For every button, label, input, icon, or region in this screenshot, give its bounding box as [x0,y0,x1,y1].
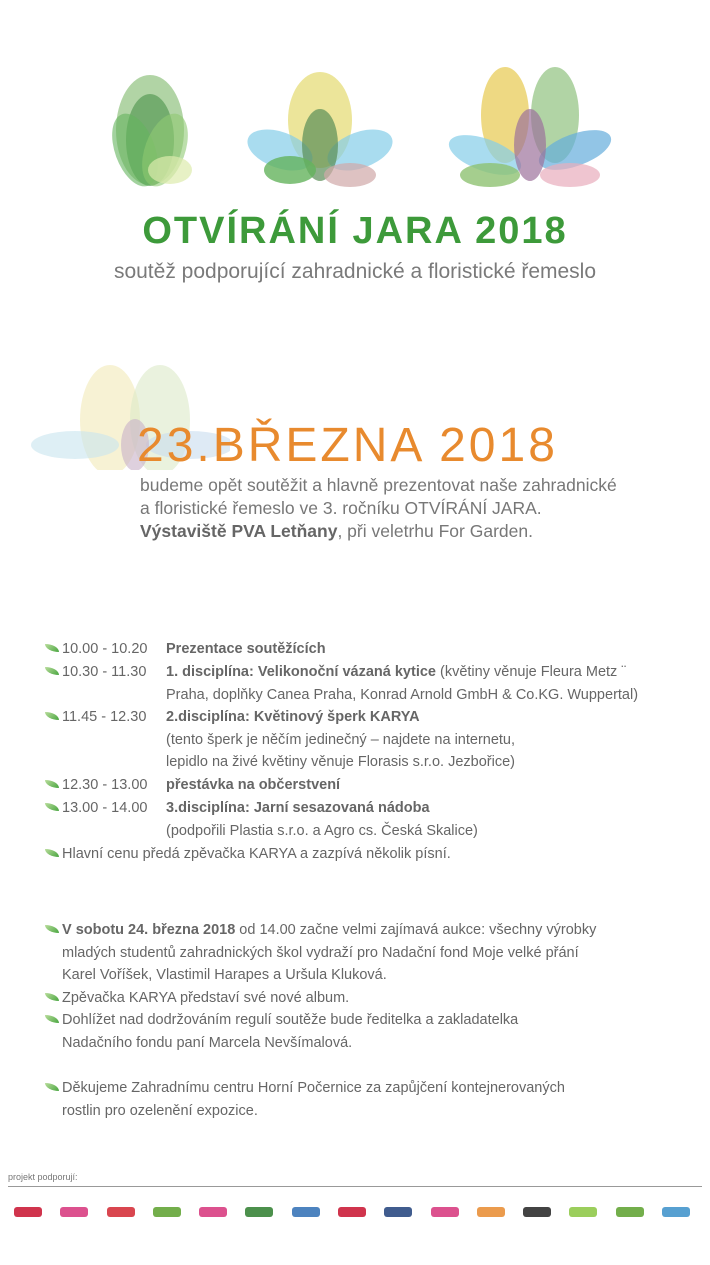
sponsor-mark-icon [523,1207,551,1217]
venue-name: Výstaviště PVA Letňany [140,521,338,541]
schedule-title: 1. disciplína: Velikonoční vázaná kytice [166,664,436,680]
sponsor-logo-icon [332,1198,372,1226]
leaf-bullet-icon [45,712,59,720]
lotus-logos-graphic [0,0,710,210]
sponsor-mark-icon [616,1207,644,1217]
event-date: 23.BŘEZNA 2018 [137,419,558,472]
note-auction [45,919,596,941]
schedule-continuation: (tento šperk je něčím jedinečný – najdete na internetu, [166,732,516,748]
sponsor-logo-icon [517,1198,557,1226]
schedule-item-3 [45,706,420,728]
leaf-bullet-icon [45,667,59,675]
sponsor-logo-icon [609,1198,649,1226]
sponsor-logo-icon [54,1198,94,1226]
schedule-item-1 [45,638,326,660]
leaf-bullet-icon [45,1015,59,1023]
leaf-bullet-icon [45,644,59,652]
note-album [45,987,349,1009]
main-prize-text: Hlavní cenu předá zpěvačka KARYA a zazpívá několik písní. [62,846,451,862]
schedule-time: 13.00 - 14.00 [62,800,148,816]
sponsor-mark-icon [60,1207,88,1217]
intro-line-1: budeme opět soutěžit a hlavně prezentovat naše zahradnické [140,475,617,495]
schedule-title: 3.disciplína: Jarní sesazovaná nádoba [166,800,430,816]
note-rules [45,1009,518,1031]
schedule-continuation: Praha, doplňky Canea Praha, Konrad Arnold GmbH & Co.KG. Wuppertal) [166,687,639,703]
sponsor-logo-icon [193,1198,233,1226]
note-line: rostlin pro ozelenění expozice. [62,1103,258,1119]
sponsor-logos [8,1198,708,1228]
lotus-logo-green-icon [103,75,197,193]
sponsor-mark-icon [292,1207,320,1217]
schedule-item-2 [45,661,626,683]
schedule-time: 10.00 - 10.20 [62,641,148,657]
sponsor-mark-icon [477,1207,505,1217]
note-line: Karel Voříšek, Vlastimil Harapes a Uršula Kluková. [62,967,387,983]
footer-divider [8,1186,702,1187]
auction-date: V sobotu 24. března 2018 [62,922,236,938]
sponsor-mark-icon [431,1207,459,1217]
supporters-label: projekt podporují: [8,1172,78,1182]
leaf-bullet-icon [45,780,59,788]
schedule-title: 2.disciplína: Květinový šperk KARYA [166,709,420,725]
note-line: Nadačního fondu paní Marcela Nevšímalová. [62,1035,353,1051]
schedule-time: 11.45 - 12.30 [62,709,147,725]
leaf-bullet-icon [45,849,59,857]
sponsor-mark-icon [338,1207,366,1217]
sponsor-logo-icon [378,1198,418,1226]
sponsor-logo-icon [656,1198,696,1226]
schedule-time: 10.30 - 11.30 [62,664,147,680]
auction-text: od 14.00 začne velmi zajímavá aukce: všechny výrobky [235,922,597,938]
schedule-continuation: lepidlo na živé květiny věnuje Florasis s.r.o. Jezbořice) [166,754,515,770]
sponsor-mark-icon [662,1207,690,1217]
intro-line-2: a floristické řemeslo ve 3. ročníku OTVÍRÁNÍ JARA. [140,498,542,518]
schedule-detail: (květiny věnuje Fleura Metz ¨ [435,664,627,680]
sponsor-logo-icon [424,1198,464,1226]
venue-rest: , při veletrhu For Garden. [337,521,533,541]
sponsor-mark-icon [384,1207,412,1217]
sponsor-logo-icon [239,1198,279,1226]
sponsor-mark-icon [14,1207,42,1217]
schedule-continuation: (podpořili Plastia s.r.o. a Agro cs. Česká Skalice) [166,823,478,839]
album-text: Zpěvačka KARYA představí své nové album. [62,990,350,1006]
schedule-title: Prezentace soutěžících [166,641,326,657]
schedule-item-5 [45,797,430,819]
sponsor-logo-icon [147,1198,187,1226]
event-intro [140,474,700,543]
main-prize [45,843,451,865]
leaf-bullet-icon [45,993,59,1001]
sponsor-logo-icon [8,1198,48,1226]
sponsor-logo-icon [471,1198,511,1226]
sponsor-mark-icon [199,1207,227,1217]
page-title: OTVÍRÁNÍ JARA 2018 [142,210,568,252]
schedule-time: 12.30 - 13.00 [62,777,148,793]
thanks-text: Děkujeme Zahradnímu centru Horní Počernice za zapůjčení kontejnerovaných [62,1080,565,1096]
note-thanks [45,1077,565,1099]
rules-text: Dohlížet nad dodržováním regulí soutěže bude ředitelka a zakladatelka [62,1012,519,1028]
sponsor-mark-icon [245,1207,273,1217]
sponsor-mark-icon [569,1207,597,1217]
lotus-logo-mixed-icon [242,72,398,187]
sponsor-mark-icon [107,1207,135,1217]
sponsor-mark-icon [153,1207,181,1217]
note-line: mladých studentů zahradnických škol vydraží pro Nadační fond Moje velké přání [62,945,579,961]
sponsor-logo-icon [101,1198,141,1226]
lotus-logo-colorful-icon [444,67,616,187]
leaf-bullet-icon [45,803,59,811]
leaf-bullet-icon [45,1083,59,1091]
schedule-title: přestávka na občerstvení [166,777,341,793]
sponsor-logo-icon [286,1198,326,1226]
schedule-item-4 [45,774,340,796]
page-subtitle: soutěž podporující zahradnické a floristické řemeslo [113,260,597,283]
leaf-bullet-icon [45,925,59,933]
sponsor-logo-icon [563,1198,603,1226]
